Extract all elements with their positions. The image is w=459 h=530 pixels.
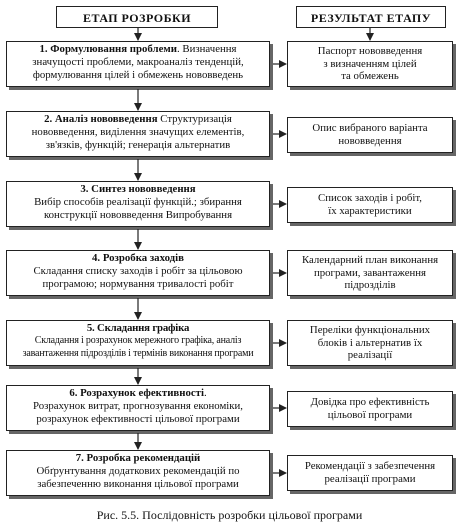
stage-line-3: формулювання цілей і обмежень нововведень [32, 68, 244, 81]
stage-title: 1. Формулювання проблеми [39, 43, 177, 55]
result-line: блоків і альтернатив їх [317, 336, 423, 349]
stage-line-3: забезпеченню виконання цільової програми [37, 477, 239, 490]
result-line: Паспорт нововведення [317, 44, 423, 57]
stage-line-2: нововведення, виділення значущих елементів, [31, 125, 245, 138]
stage-line-2: Обґрунтування додаткових рекомендацій по [36, 464, 240, 477]
stage-line-2: Вибір способів реалізації функцій.; збирання [34, 195, 242, 208]
stage-title: 5. Складання графіка [86, 322, 190, 334]
result-line: програми, завантаження [313, 266, 427, 279]
stage-line-3: розрахунок ефективності цільової програми [36, 412, 240, 425]
stage-title: 6. Розрахунок ефективності [69, 387, 204, 399]
figure-caption: Рис. 5.5. Послідовність розробки цільової програми [96, 508, 363, 522]
stage-title: 7. Розробка рекомендацій [75, 452, 201, 464]
stage-line-3: конструкції нововведення Випробування [43, 208, 233, 221]
stage-title: 3. Синтез нововведення [80, 183, 196, 195]
stage-line-1: 6. Розрахунок ефективності. [69, 387, 207, 399]
stage-line-2: значущості проблеми, макроаналіз тенденцій, [32, 55, 244, 68]
result-line: Календарний план виконання [301, 253, 439, 266]
stage-line-1: 1. Формулювання проблеми. Визначення [39, 43, 237, 55]
result-line: Список заходів і робіт, [318, 192, 422, 205]
stage-column-header: ЕТАП РОЗРОБКИ [56, 6, 218, 28]
result-line: Рекомендації з забезпечення [304, 460, 436, 473]
stage-line-2: Розрахунок витрат, прогнозування економіки, [32, 399, 244, 412]
result-line: реалізації [347, 349, 393, 362]
stage-line-3: програмою; нормування тривалості робіт [42, 277, 234, 290]
stage-line-1: 2. Аналіз нововведення Структуризація [44, 113, 232, 125]
stage-title: 2. Аналіз нововведення [44, 113, 158, 125]
result-line: нововведення [338, 135, 402, 147]
stage-line-2: Складання списку заходів і робіт за цільовою [33, 264, 243, 277]
result-line: з визначенням цілей [323, 57, 417, 70]
stage-line-2: Складання і розрахунок мережного графіка, аналіз [34, 334, 242, 346]
stage-title: 4. Розробка заходів [92, 252, 184, 264]
result-line: Переліки функціональних [309, 323, 431, 336]
result-line: підрозділів [344, 279, 396, 292]
result-line: їх характеристики [328, 205, 412, 217]
stage-line-3: завантаження підрозділів і термінів виконання програми [22, 347, 254, 359]
stage-line-3: зв'язків, функцій; генерація альтернатив [45, 138, 231, 151]
result-line: Опис вибраного варіанта [312, 122, 428, 135]
result-column-header: РЕЗУЛЬТАТ ЕТАПУ [296, 6, 446, 28]
result-line: Довідка про ефективність [310, 396, 430, 409]
result-line: реалізації програми [324, 473, 416, 485]
result-line: цільової програми [327, 409, 413, 421]
result-line: та обмежень [341, 70, 399, 83]
